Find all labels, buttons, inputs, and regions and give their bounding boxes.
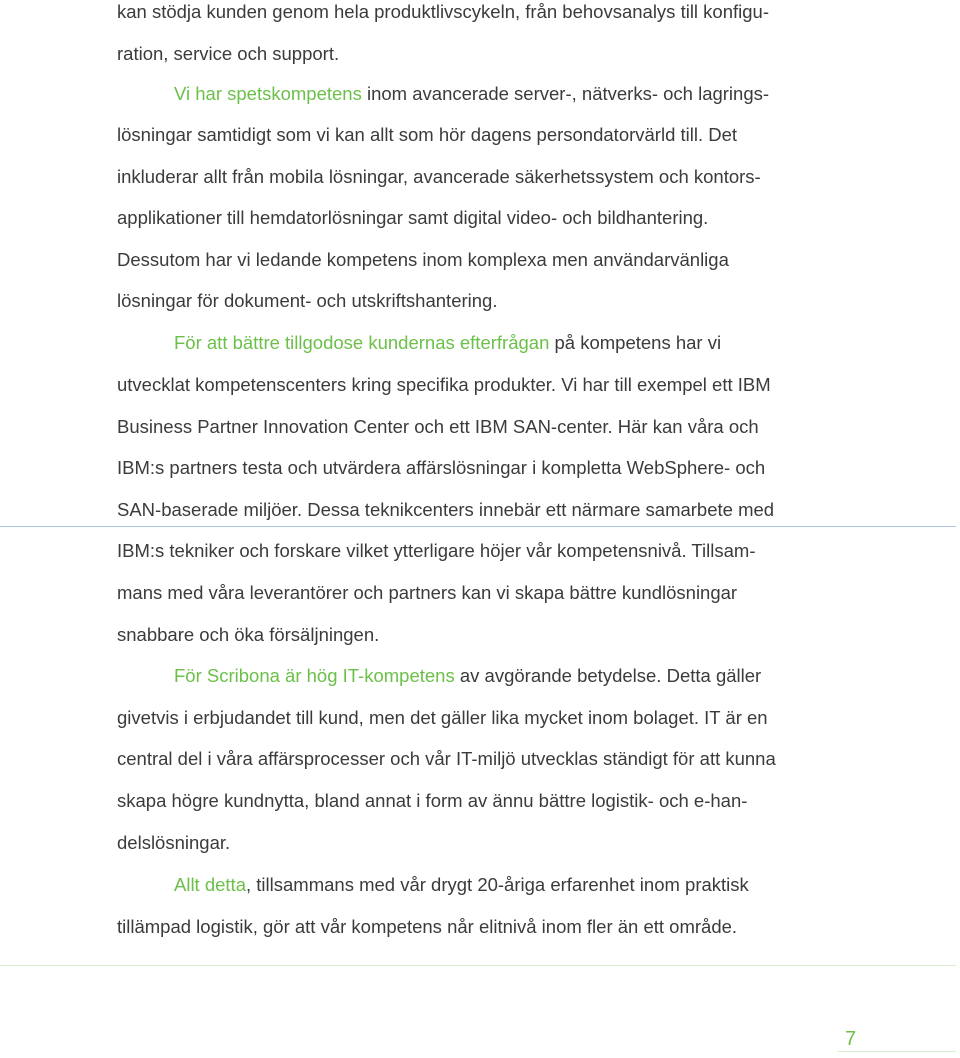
text-line [117,707,768,729]
highlight-phrase: För Scribona är hög IT-kompetens [174,665,455,686]
text-line [117,457,765,479]
divider-line [0,526,956,527]
text-line [117,207,708,229]
text-line [117,374,771,396]
text-run: inkluderar allt från mobila lösningar, avancerade säkerhetssystem och kontors- [117,166,761,187]
text-line [174,332,721,354]
text-run: utvecklat kompetenscenters kring specifika produkter. Vi har till exempel ett IBM [117,374,771,395]
text-line [117,748,776,770]
text-line [174,665,761,687]
text-run: på kompetens har vi [549,332,722,353]
footer-rule [838,1051,956,1052]
text-line [117,43,339,65]
text-line [174,874,749,896]
highlight-phrase: Vi har spetskompetens [174,83,362,104]
text-run: lösningar för dokument- och utskriftshantering. [117,290,498,311]
text-run: applikationer till hemdatorlösningar samt digital video- och bildhantering. [117,207,709,228]
text-run: snabbare och öka försäljningen. [117,624,380,645]
highlight-phrase: För att bättre tillgodose kundernas efterfrågan [174,332,550,353]
text-run: IBM:s tekniker och forskare vilket ytterligare höjer vår kompetensnivå. Tillsam- [117,540,756,561]
text-run: tillämpad logistik, gör att vår kompetens når elitnivå inom fler än ett område. [117,916,738,937]
text-line [117,832,230,854]
text-run: delslösningar. [117,832,231,853]
text-run: IBM:s partners testa och utvärdera affärslösningar i kompletta WebSphere- och [117,457,766,478]
text-run: Dessutom har vi ledande kompetens inom komplexa men användarvänliga [117,249,729,270]
text-line [117,540,755,562]
page-number: 7 [845,1028,857,1050]
text-run: , tillsammans med vår drygt 20-åriga erfarenhet inom praktisk [246,874,749,895]
text-line [117,624,379,646]
text-line [117,249,729,271]
text-run: inom avancerade server-, nätverks- och lagrings- [361,83,770,104]
text-run: mans med våra leverantörer och partners kan vi skapa bättre kundlösningar [117,582,738,603]
highlight-phrase: Allt detta [174,874,246,895]
text-line [117,499,774,521]
text-line [117,416,759,438]
text-run: central del i våra affärsprocesser och vår IT-miljö utvecklas ständigt för att kunna [117,748,776,769]
text-line [117,582,737,604]
text-run: skapa högre kundnytta, bland annat i form av ännu bättre logistik- och e-han- [117,790,748,811]
text-line [174,83,769,105]
text-line [117,290,497,312]
section-divider [0,965,956,966]
text-run: SAN-baserade miljöer. Dessa teknikcenters innebär ett närmare samarbete med [117,499,775,520]
text-line [117,124,737,146]
text-run: kan stödja kunden genom hela produktlivscykeln, från behovsanalys till konfigu- [117,1,769,22]
text-line [117,790,747,812]
text-run: Business Partner Innovation Center och ett IBM SAN-center. Här kan våra och [117,416,759,437]
text-line [117,166,761,188]
text-run: lösningar samtidigt som vi kan allt som hör dagens persondatorvärld till. Det [117,124,738,145]
text-run: givetvis i erbjudandet till kund, men det gäller lika mycket inom bolaget. IT är en [117,707,768,728]
text-line [117,1,769,23]
text-run: ration, service och support. [117,43,340,64]
text-line [117,916,737,938]
text-run: av avgörande betydelse. Detta gäller [454,665,762,686]
